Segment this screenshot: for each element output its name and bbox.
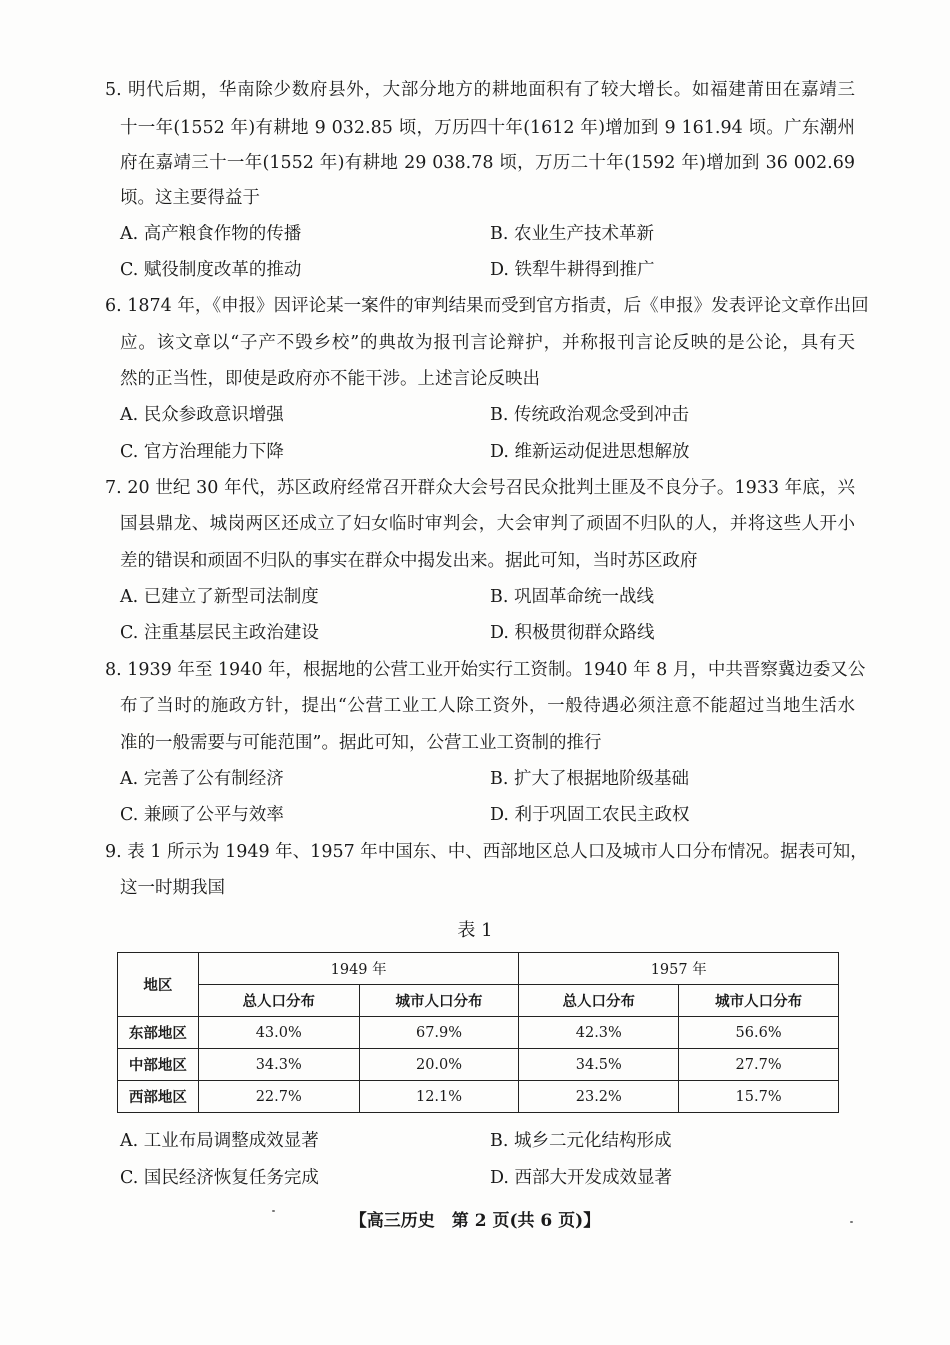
value-cell: 67.9%	[359, 1017, 519, 1049]
year-header: 1949 年	[198, 953, 519, 985]
q8-option-a: A. 完善了公有制经济	[120, 769, 284, 789]
q8-option-d: D. 利于巩固工农民主政权	[490, 805, 690, 825]
value-cell: 15.7%	[679, 1081, 839, 1113]
q6-option-d: D. 维新运动促进思想解放	[490, 442, 690, 462]
table-caption: 表 1	[457, 920, 493, 941]
q9-option-a: A. 工业布局调整成效显著	[120, 1131, 319, 1151]
table-row	[118, 1017, 839, 1049]
subheader: 总人口分布	[198, 985, 359, 1017]
value-cell: 27.7%	[679, 1049, 839, 1081]
value-cell: 12.1%	[359, 1081, 519, 1113]
q7-option-b: B. 巩固革命统一战线	[490, 587, 654, 607]
q8-option-c: C. 兼顾了公平与效率	[120, 805, 284, 825]
value-cell: 56.6%	[679, 1017, 839, 1049]
q5-option-d: D. 铁犁牛耕得到推广	[490, 260, 655, 280]
q5-line-2: 十一年(1552 年)有耕地 9 032.85 顷，万历四十年(1612 年)增加到 9 161.94 顷。广东潮州	[120, 118, 855, 138]
region-header: 地区	[118, 953, 199, 1017]
region-cell: 中部地区	[118, 1049, 199, 1081]
subheader: 总人口分布	[519, 985, 679, 1017]
region-cell: 东部地区	[118, 1017, 199, 1049]
q8-option-b: B. 扩大了根据地阶级基础	[490, 769, 689, 789]
q5-option-a: A. 高产粮食作物的传播	[120, 224, 302, 244]
q6-line-2: 应。该文章以“子产不毁乡校”的典故为报刊言论辩护，并称报刊言论反映的是公论，具有天	[120, 333, 855, 353]
scan-speck	[272, 1210, 275, 1212]
q8-line-3: 准的一般需要与可能范围”。据此可知，公营工业工资制的推行	[120, 733, 602, 753]
table-row	[118, 1081, 839, 1113]
q6-option-a: A. 民众参政意识增强	[120, 405, 284, 425]
q8-line-2: 布了当时的施政方针，提出“公营工业工人除工资外，一般待遇必须注意不能超过当地生活水	[120, 696, 855, 716]
region-cell: 西部地区	[118, 1081, 199, 1113]
value-cell: 22.7%	[198, 1081, 359, 1113]
q6-line-3: 然的正当性，即使是政府亦不能干涉。上述言论反映出	[120, 369, 540, 389]
scan-speck	[850, 1221, 853, 1223]
table-subheader-row	[118, 985, 839, 1017]
q6-option-b: B. 传统政治观念受到冲击	[490, 405, 689, 425]
year-header: 1957 年	[519, 953, 839, 985]
q9-line-1: 9. 表 1 所示为 1949 年、1957 年中国东、中、西部地区总人口及城市人口分布情况。据表可知，	[105, 842, 868, 862]
page-footer: 【高三历史 第 2 页(共 6 页)】	[349, 1211, 601, 1231]
subheader: 城市人口分布	[679, 985, 839, 1017]
population-table	[117, 952, 839, 1113]
q5-line-4: 顷。这主要得益于	[120, 188, 260, 208]
q5-option-b: B. 农业生产技术革新	[490, 224, 654, 244]
q7-line-2: 国县鼎龙、城岗两区还成立了妇女临时审判会，大会审判了顽固不归队的人，并将这些人开小	[120, 514, 855, 534]
q9-line-2: 这一时期我国	[120, 878, 225, 898]
q9-option-b: B. 城乡二元化结构形成	[490, 1131, 672, 1151]
subheader: 城市人口分布	[359, 985, 519, 1017]
value-cell: 34.3%	[198, 1049, 359, 1081]
table-header-row	[118, 953, 839, 985]
value-cell: 43.0%	[198, 1017, 359, 1049]
value-cell: 23.2%	[519, 1081, 679, 1113]
table-row	[118, 1049, 839, 1081]
q7-line-3: 差的错误和顽固不归队的事实在群众中揭发出来。据此可知，当时苏区政府	[120, 551, 698, 571]
q7-line-1: 7. 20 世纪 30 年代，苏区政府经常召开群众大会号召民众批判土匪及不良分子。1933 年底，兴	[105, 478, 855, 498]
q6-line-1: 6. 1874 年，《申报》因评论某一案件的审判结果而受到官方指责，后《申报》发表评论文章作出回	[105, 296, 869, 316]
q6-option-c: C. 官方治理能力下降	[120, 442, 284, 462]
q9-option-d: D. 西部大开发成效显著	[490, 1168, 673, 1188]
q7-option-c: C. 注重基层民主政治建设	[120, 623, 319, 643]
q9-option-c: C. 国民经济恢复任务完成	[120, 1168, 319, 1188]
q5-line-3: 府在嘉靖三十一年(1552 年)有耕地 29 038.78 顷，万历二十年(1592 年)增加到 36 002.69	[120, 153, 855, 173]
q5-line-1: 5. 明代后期，华南除少数府县外，大部分地方的耕地面积有了较大增长。如福建莆田在嘉靖三	[105, 80, 855, 100]
value-cell: 20.0%	[359, 1049, 519, 1081]
value-cell: 42.3%	[519, 1017, 679, 1049]
q8-line-1: 8. 1939 年至 1940 年，根据地的公营工业开始实行工资制。1940 年 8 月，中共晋察冀边委又公	[105, 660, 866, 680]
q5-option-c: C. 赋役制度改革的推动	[120, 260, 302, 280]
value-cell: 34.5%	[519, 1049, 679, 1081]
q7-option-a: A. 已建立了新型司法制度	[120, 587, 319, 607]
q7-option-d: D. 积极贯彻群众路线	[490, 623, 655, 643]
